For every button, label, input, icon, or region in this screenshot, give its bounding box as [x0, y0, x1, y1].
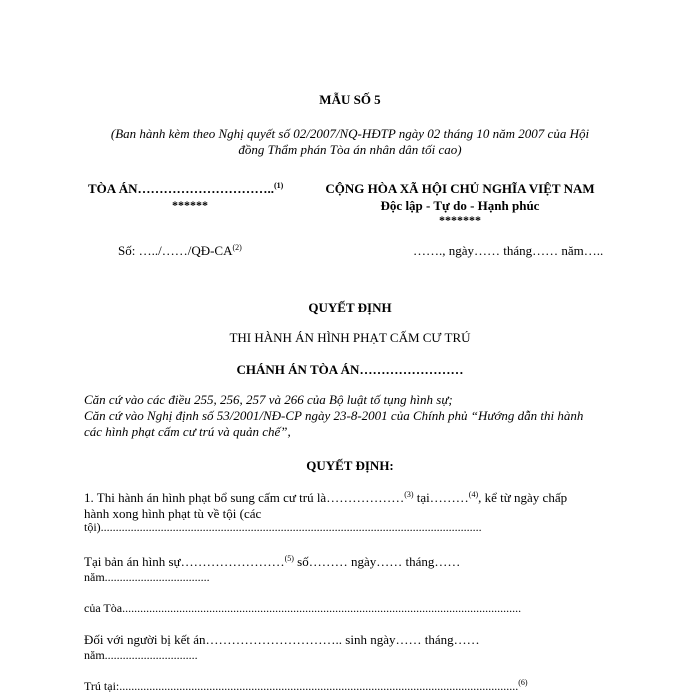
item-1-part-a: 1. Thi hành án hình phạt bổ sung cấm cư trú là……………… [84, 490, 405, 505]
item-1-line-2: hành xong hình phạt tù về tội (các [84, 506, 262, 521]
court-note: (1) [273, 181, 284, 190]
document-number-note: (2) [232, 243, 242, 252]
item-1-line-3: tội)............................................................................................................................... [84, 520, 482, 534]
document-number [118, 243, 242, 259]
date-line: ……., ngày…… tháng…… năm….. [413, 243, 604, 258]
verdict-part-b: số……… ngày…… tháng…… [293, 554, 461, 569]
item-1-line-1 [84, 490, 567, 506]
national-stars: ******* [439, 213, 481, 227]
decision-heading: QUYẾT ĐỊNH: [306, 458, 394, 473]
document-number-text: Số: …../……/QĐ-CA [118, 243, 233, 258]
legal-basis-3: các hình phạt cấm cư trú và quản chế”, [84, 424, 291, 439]
document-subtitle: THI HÀNH ÁN HÌNH PHẠT CẤM CƯ TRÚ [229, 330, 471, 345]
form-number: MẪU SỐ 5 [319, 92, 381, 107]
national-title: CỘNG HÒA XÃ HỘI CHỦ NGHĨA VIỆT NAM [325, 181, 595, 196]
issuance-note-line1: (Ban hành kèm theo Nghị quyết số 02/2007/NQ-HĐTP ngày 02 tháng 10 năm 2007 của Hội [110, 126, 590, 141]
document-title: QUYẾT ĐỊNH [308, 300, 392, 315]
item-1-note-4: (4) [468, 490, 479, 499]
convict-line-1: Đối với người bị kết án………………………….. sinh ngày…… tháng…… [84, 632, 480, 647]
court-of-line: của Tòa..................................................................................................................................... [84, 601, 522, 615]
chief-judge-heading: CHÁNH ÁN TÒA ÁN…………………… [236, 362, 464, 377]
residence-line [84, 679, 528, 694]
issuance-note-line2: đồng Thẩm phán Tòa án nhân dân tối cao) [238, 142, 462, 157]
legal-basis-1: Căn cứ vào các điều 255, 256, 257 và 266 của Bộ luật tố tụng hình sự; [84, 392, 453, 407]
verdict-line-1 [84, 554, 460, 570]
court-label: TÒA ÁN………………………….. [88, 181, 274, 196]
residence-note-6: (6) [518, 678, 528, 687]
legal-basis-2: Căn cứ vào Nghị định số 53/2001/NĐ-CP ngày 23-8-2001 của Chính phủ “Hướng dẫn thi hành [84, 408, 584, 423]
verdict-note-5: (5) [284, 554, 294, 563]
item-1-part-b: tại……… [413, 490, 469, 505]
item-1-note-3: (3) [404, 490, 414, 499]
convict-line-2: năm............................... [84, 648, 198, 662]
verdict-part-a: Tại bản án hình sự…………………… [84, 554, 285, 569]
national-motto: Độc lập - Tự do - Hạnh phúc [380, 198, 540, 213]
verdict-line-2: năm................................... [84, 570, 210, 584]
residence-text: Trú tại:..................................................................................................................................... [84, 679, 519, 693]
court-header [88, 181, 283, 197]
court-stars: ****** [172, 198, 208, 212]
item-1-part-c: , kể từ ngày chấp [478, 490, 568, 505]
